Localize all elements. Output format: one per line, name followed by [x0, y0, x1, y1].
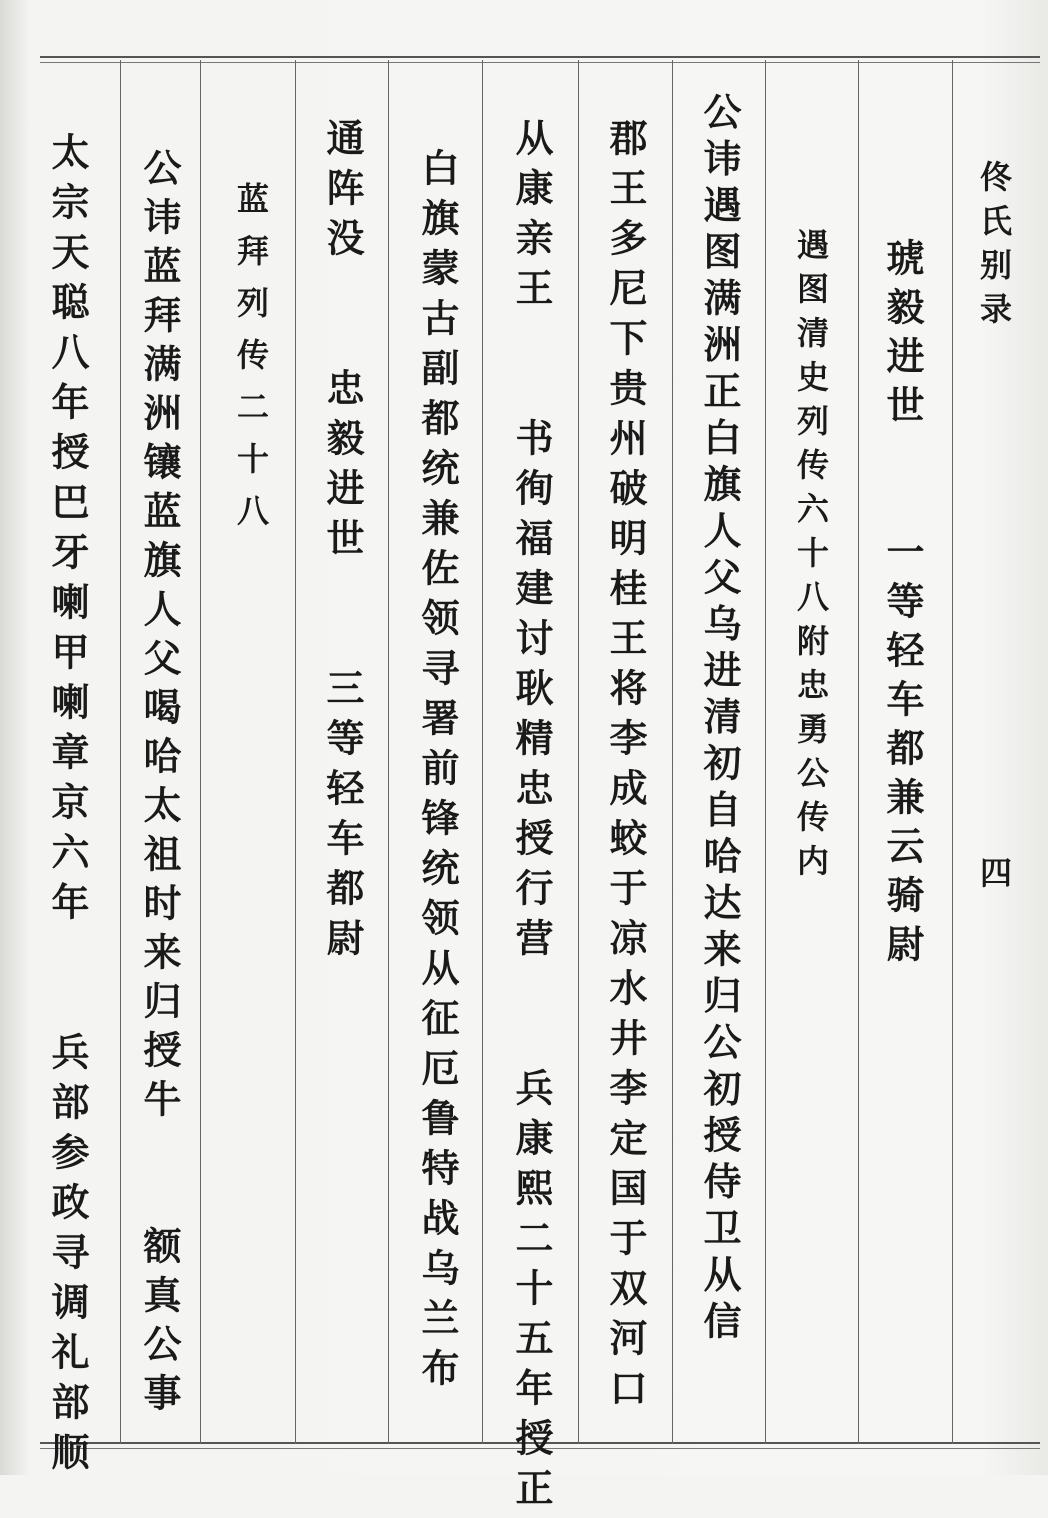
- text-column-7: 通阵没 忠毅进世 三等轻车都尉: [320, 118, 365, 968]
- text-column-6: 白旗蒙古副都统兼佐领寻署前锋统领从征厄鲁特战乌兰布: [415, 148, 460, 1398]
- page-number: 四: [975, 856, 1013, 900]
- column-divider: [858, 60, 859, 1444]
- column-divider: [578, 60, 579, 1444]
- column-divider: [482, 60, 483, 1444]
- column-divider: [388, 60, 389, 1444]
- book-title: 佟氏别录: [975, 160, 1013, 336]
- text-column-2: 遇图清史列传六十八附忠勇公传内: [792, 228, 830, 888]
- top-border-line-inner: [40, 62, 1040, 63]
- column-divider: [120, 60, 121, 1444]
- text-column-3: 公讳遇图满洲正白旗人父乌进清初自哈达来归公初授侍卫从信: [697, 92, 742, 1348]
- column-divider: [672, 60, 673, 1444]
- top-border-line: [40, 56, 1040, 58]
- text-column-10: 太宗天聪八年授巴牙喇甲喇章京六年 兵部参政寻调礼部顺: [45, 132, 90, 1482]
- text-column-4: 郡王多尼下贵州破明桂王将李成蛟于凉水井李定国于双河口: [603, 118, 648, 1418]
- text-column-5: 从康亲王 书徇福建讨耿精忠授行营 兵康熙二十五年授正: [509, 118, 554, 1518]
- column-divider: [295, 60, 296, 1444]
- text-column-9: 公讳蓝拜满洲镶蓝旗人父喝哈太祖时来归授牛 额真公事: [137, 148, 182, 1422]
- text-column-1: 琥毅进世 一等轻车都兼云骑尉: [880, 238, 925, 973]
- text-column-8: 蓝拜列传二十八: [232, 182, 270, 546]
- column-divider: [765, 60, 766, 1444]
- column-divider: [952, 60, 953, 1444]
- column-divider: [200, 60, 201, 1444]
